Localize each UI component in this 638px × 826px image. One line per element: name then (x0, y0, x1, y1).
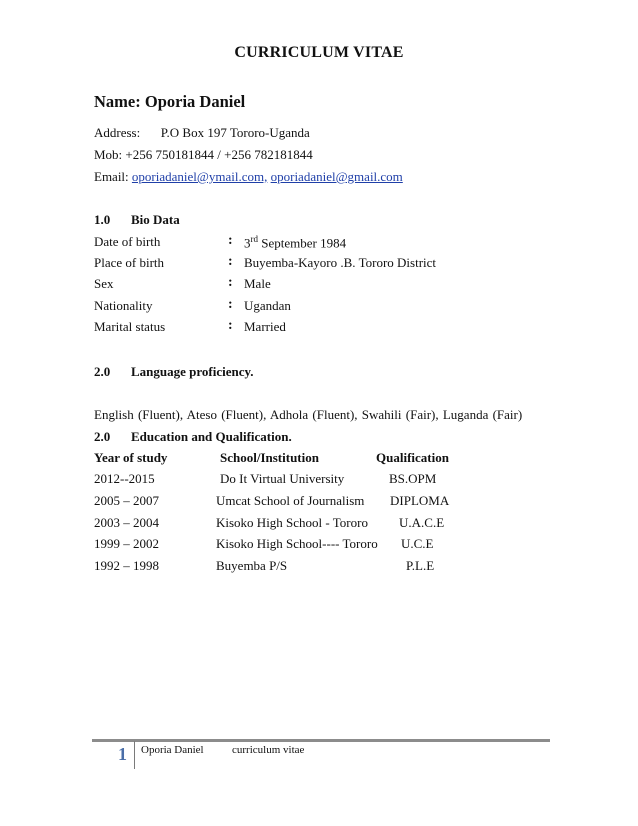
bio-label-dob: Date of birth (94, 234, 161, 249)
edu-qualification: BS.OPM (389, 471, 437, 486)
email-link-2[interactable]: oporiadaniel@gmail.com (270, 169, 403, 184)
bio-value-nationality: Ugandan (244, 298, 291, 313)
language-text: English (Fluent), Ateso (Fluent), Adhola (Fluent), Swahili (Fair), Luganda (Fair) (94, 407, 523, 422)
language-number: 2.0 (94, 364, 111, 379)
bio-label-pob: Place of birth (94, 255, 165, 270)
edu-school: Kisoko High School - Tororo (216, 515, 368, 530)
education-heading: Education and Qualification. (131, 429, 292, 444)
document-title: CURRICULUM VITAE (234, 44, 404, 61)
dob-day: 3 (244, 235, 251, 251)
col-header-school: School/Institution (220, 450, 319, 465)
col-header-year: Year of study (94, 450, 168, 465)
email-label: Email: (94, 169, 129, 184)
bio-heading: Bio Data (131, 212, 180, 227)
address-line (94, 125, 310, 141)
col-header-qualification: Qualification (376, 450, 449, 465)
edu-year: 1992 – 1998 (94, 558, 159, 573)
edu-qualification: U.C.E (401, 536, 434, 551)
dob-rest: September 1984 (258, 235, 347, 251)
edu-qualification: DIPLOMA (390, 493, 450, 508)
edu-year: 2005 – 2007 (94, 493, 159, 508)
email-link-1[interactable]: oporiadaniel@ymail.com, (131, 169, 268, 184)
edu-school: Umcat School of Journalism (216, 493, 365, 508)
edu-qualification: U.A.C.E (399, 515, 445, 530)
page-number: 1 (118, 744, 127, 764)
bio-label-marital: Marital status (94, 319, 166, 334)
edu-school: Kisoko High School---- Tororo (216, 536, 378, 551)
language-heading: Language proficiency. (131, 364, 254, 379)
edu-qualification: P.L.E (406, 558, 435, 573)
name-line (94, 92, 245, 112)
bio-value-sex: Male (244, 276, 271, 291)
edu-year: 2003 – 2004 (94, 515, 159, 530)
mobile-value: +256 750181844 / +256 782181844 (125, 147, 313, 162)
edu-school: Do It Virtual University (220, 471, 345, 486)
bio-colon: : (228, 275, 233, 290)
dob-sup: rd (250, 234, 258, 244)
address-value: P.O Box 197 Tororo-Uganda (160, 125, 310, 140)
bio-number: 1.0 (94, 212, 111, 227)
name-value: Oporia Daniel (144, 92, 246, 111)
bio-value-marital: Married (244, 319, 286, 334)
edu-school: Buyemba P/S (216, 558, 288, 573)
bio-value-pob: Buyemba-Kayoro .B. Tororo District (244, 255, 437, 270)
bio-value-dob (244, 234, 346, 251)
education-number: 2.0 (94, 429, 111, 444)
bio-colon: : (228, 318, 233, 333)
bio-label-nationality: Nationality (94, 298, 153, 313)
bio-label-sex: Sex (94, 276, 114, 291)
mobile-label: Mob: (94, 147, 123, 162)
email-line (94, 169, 403, 185)
edu-year: 2012--2015 (94, 471, 155, 486)
bio-colon: : (228, 254, 233, 269)
mobile-line (94, 147, 313, 163)
bio-colon: : (228, 297, 233, 312)
name-label: Name: (94, 92, 141, 111)
footer-author: Oporia Daniel (141, 744, 204, 756)
bio-colon: : (228, 233, 233, 248)
footer-rule (92, 739, 550, 742)
edu-year: 1999 – 2002 (94, 536, 159, 551)
footer-label: curriculum vitae (232, 744, 305, 756)
footer-divider (134, 741, 135, 769)
address-label: Address: (94, 125, 141, 140)
